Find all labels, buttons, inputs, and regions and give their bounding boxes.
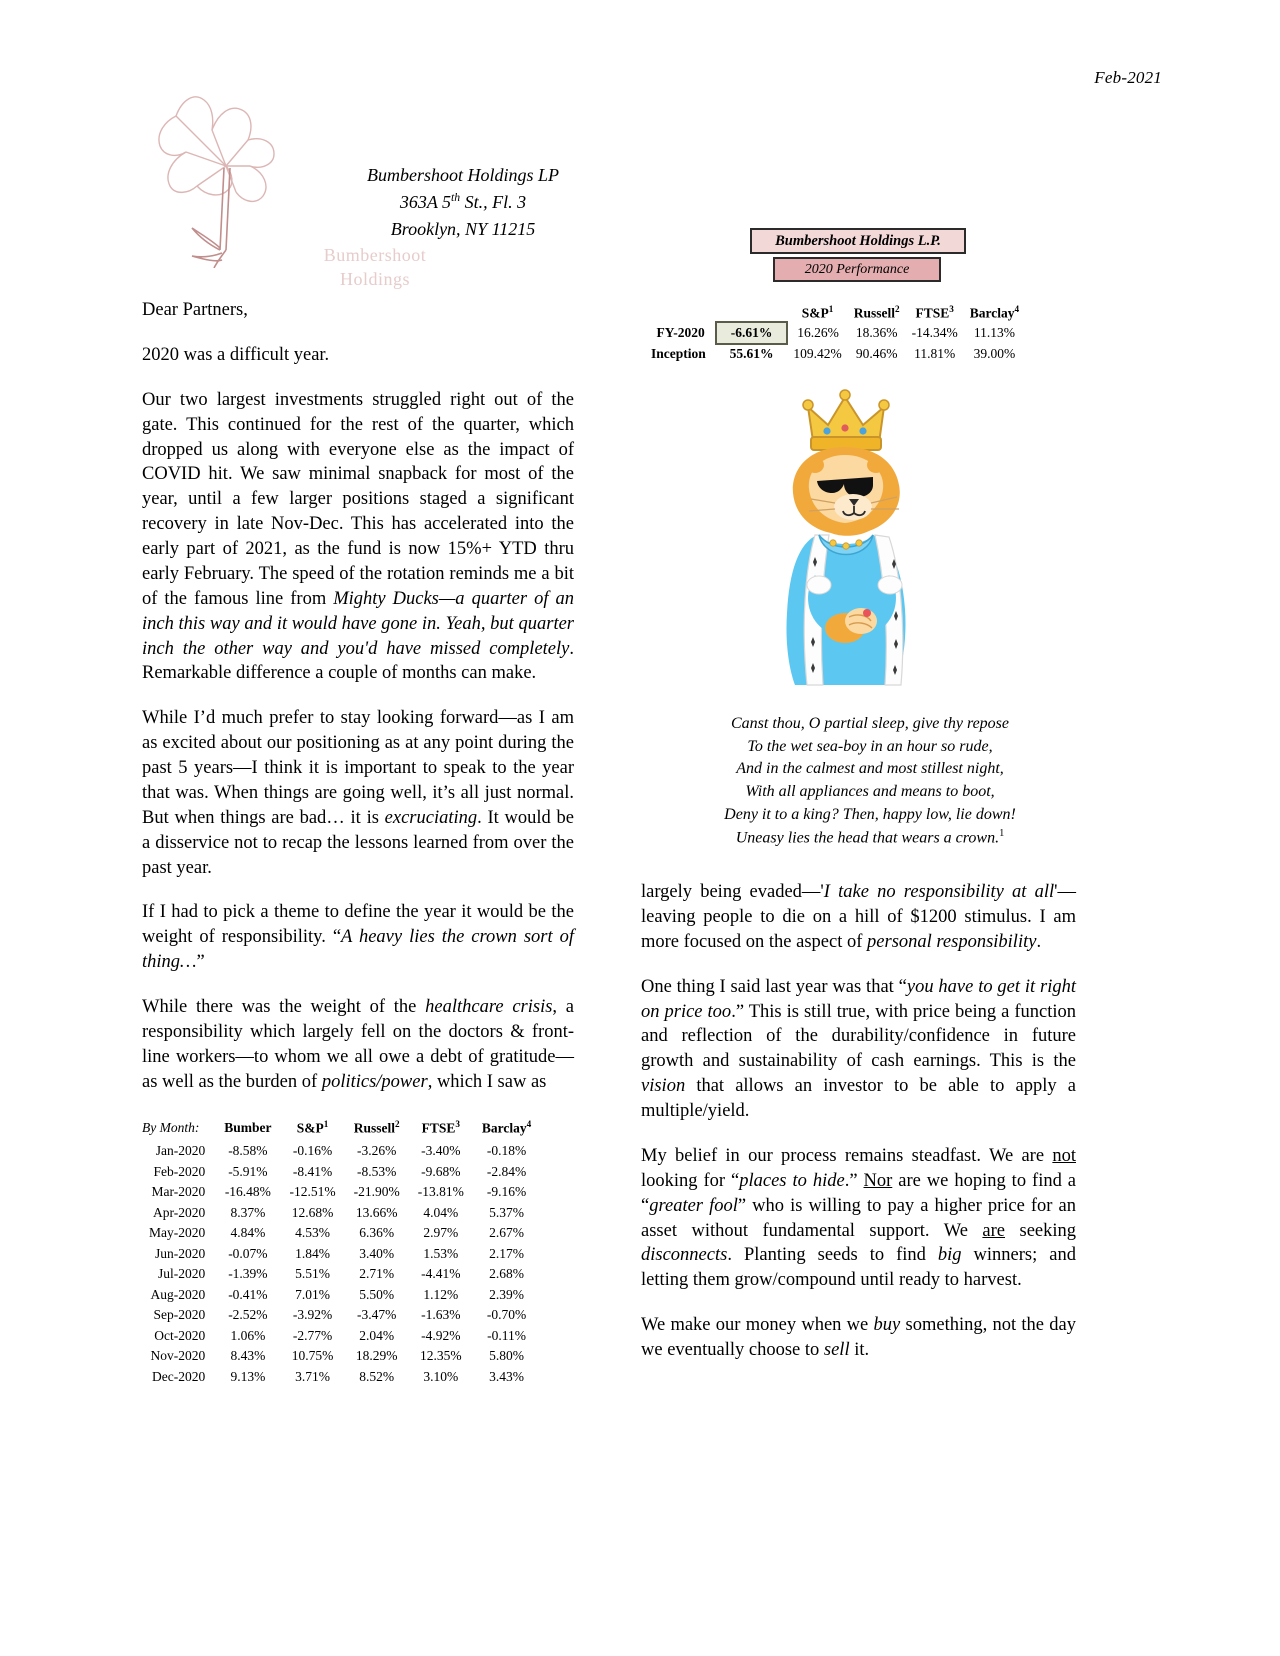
- cell-sp: -8.41%: [292, 1163, 333, 1179]
- monthly-col-sp: S&P$^1$: [296, 1119, 329, 1136]
- perf-value-russell: 90.46%: [855, 345, 898, 361]
- cell-barclay: -9.16%: [486, 1184, 527, 1200]
- paragraph-3: While I’d much prefer to stay looking forward—as I am as excited about our positioning as at any point during the past 5 years—I think it is important to speak to the year that was. When things are going well, it’s all just normal. But when things are bad… it is excruciating. It would be a disservice not to recap the lessons learned from over the past year.: [142, 708, 574, 878]
- cell-sp: 4.53%: [295, 1225, 330, 1241]
- perf-fund-return-highlight: -6.61%: [716, 322, 788, 344]
- cell-russell: 2.04%: [359, 1327, 395, 1343]
- monthly-col-ftse: FTSE$^3$: [421, 1119, 460, 1136]
- cell-ftse: 2.97%: [423, 1225, 459, 1241]
- month-label: Feb-2020: [153, 1163, 206, 1179]
- table-row: [140, 1305, 540, 1326]
- cell-bumber: -0.07%: [228, 1245, 268, 1261]
- cell-sp: -0.16%: [292, 1143, 333, 1159]
- performance-banner-title: Bumbershoot Holdings L.P.: [750, 228, 966, 254]
- monthly-header-row: [140, 1118, 540, 1141]
- monthly-col-russell: Russell$^2$: [353, 1119, 400, 1136]
- month-label: Jul-2020: [158, 1266, 206, 1282]
- performance-banner-subtitle: 2020 Performance: [773, 257, 941, 282]
- cell-russell: 18.29%: [355, 1348, 398, 1364]
- address-company: Bumbershoot Holdings LP: [366, 165, 559, 185]
- paragraph-9: We make our money when we buy something, not the day we eventually choose to sell it.: [641, 1315, 1076, 1360]
- perf-col-barclay: Barclay$^4$: [969, 304, 1020, 321]
- paragraph-6: largely being evaded—'I take no responsibility at all'—leaving people to die on a hill of $1200 stimulus. I am more focused on the aspect of personal responsibility.: [641, 882, 1076, 952]
- cell-sp: -3.92%: [292, 1307, 333, 1323]
- perf-col-sp: S&P$^1$: [801, 304, 834, 321]
- cell-russell: -8.53%: [357, 1163, 397, 1179]
- logo-line-1: Bumbershoot: [323, 245, 427, 265]
- table-row: [140, 1346, 540, 1367]
- company-address: [333, 162, 593, 243]
- cell-bumber: -2.52%: [228, 1307, 268, 1323]
- cell-ftse: -1.63%: [421, 1307, 461, 1323]
- cell-russell: 5.50%: [359, 1286, 395, 1302]
- cell-bumber: -16.48%: [224, 1184, 271, 1200]
- poem-line: And in the calmest and most stillest night,: [736, 760, 1004, 778]
- cell-bumber: 8.37%: [230, 1204, 266, 1220]
- paragraph-7: One thing I said last year was that “you have to get it right on price too.” This is still true, with price being a function and reflection of the durability/confidence in future growth and sustainability of cash earnings. This is the vision that allows an investor to be able to apply a multiple/yield.: [641, 976, 1076, 1121]
- cell-russell: 6.36%: [359, 1225, 395, 1241]
- paragraph-2: Our two largest investments struggled right out of the gate. This continued for the rest of the quarter, which dropped us along with everyone else as the impact of COVID hit. We saw minimal snapback for most of the year, until a few larger positions staged a significant recovery in late Nov-Dec. This has accelerated into the early part of 2021, as the fund is now 15%+ YTD thru early February. The speed of the rotation reminds me a bit of the famous line from Mighty Ducks—a quarter of an inch this way and it would have gone in. Yeah, but quarter inch the other way and you'd have missed completely. Remarkable difference a couple of months can make.: [142, 389, 574, 684]
- paragraph-5: While there was the weight of the healthcare crisis, a responsibility which largely fell on the doctors & front-line workers—to whom we all owe a debt of gratitude—as well as the burden of politics/power, which I saw as: [142, 997, 574, 1092]
- cell-bumber: 1.06%: [230, 1327, 266, 1343]
- monthly-col-bumber: Bumber: [224, 1120, 272, 1136]
- perf-value-ftse: 11.81%: [914, 345, 956, 361]
- table-row: [140, 1244, 540, 1265]
- cell-russell: -3.47%: [357, 1307, 397, 1323]
- month-label: Sep-2020: [153, 1307, 206, 1323]
- cell-barclay: 2.17%: [489, 1245, 524, 1261]
- cell-russell: 2.71%: [359, 1266, 395, 1282]
- table-row: [140, 1367, 540, 1388]
- cell-sp: 10.75%: [291, 1348, 334, 1364]
- address-street: 363A 5th St., Fl. 3: [399, 191, 527, 212]
- cell-russell: 8.52%: [359, 1368, 395, 1384]
- cell-sp: 1.84%: [295, 1245, 330, 1261]
- poem-line: Deny it to a king? Then, happy low, lie down!: [724, 805, 1016, 823]
- monthly-col-label: By Month:: [142, 1120, 200, 1136]
- shakespeare-quote: [660, 713, 1080, 850]
- cell-russell: -3.26%: [357, 1143, 397, 1159]
- cell-russell: 13.66%: [355, 1204, 398, 1220]
- table-row: [140, 1141, 540, 1162]
- document-date: Feb-2021: [1094, 68, 1162, 87]
- cell-sp: 5.51%: [295, 1266, 330, 1282]
- performance-summary-table: [645, 303, 1025, 363]
- perf-value-barclay: 11.13%: [973, 325, 1015, 341]
- cell-sp: 7.01%: [295, 1286, 330, 1302]
- month-label: Apr-2020: [153, 1204, 206, 1220]
- table-row: [140, 1285, 540, 1306]
- performance-header-row: [645, 303, 1025, 322]
- logo-line-2: Holdings: [339, 269, 410, 290]
- month-label: Mar-2020: [151, 1184, 206, 1200]
- month-label: Oct-2020: [154, 1327, 206, 1343]
- perf-fund-return: 55.61%: [729, 346, 774, 362]
- cell-ftse: -4.41%: [421, 1266, 461, 1282]
- perf-col-ftse: FTSE$^3$: [915, 304, 954, 321]
- cell-ftse: 12.35%: [420, 1348, 462, 1364]
- cell-bumber: -8.58%: [228, 1143, 268, 1159]
- perf-col-fund: [716, 303, 788, 322]
- letter-body-left-column: [142, 298, 574, 1115]
- paragraph-8: My belief in our process remains steadfast. We are not looking for “places to hide.” Nor are we hoping to find a “greater fool” who is willing to pay a higher price for an asset without fundamental support. We are seeking disconnects. Planting seeds to find big winners; and letting them grow/compound until ready to harvest.: [641, 1145, 1077, 1291]
- cell-bumber: -0.41%: [228, 1286, 268, 1302]
- monthly-table-body: [140, 1141, 540, 1387]
- cell-ftse: 1.12%: [423, 1286, 459, 1302]
- table-row: [140, 1223, 540, 1244]
- table-row: [645, 344, 1025, 363]
- table-row: [140, 1203, 540, 1224]
- paragraph-4: If I had to pick a theme to define the year it would be the weight of responsibility. “A heavy lies the crown sort of thing…”: [142, 902, 574, 973]
- perf-row-label: Inception: [651, 345, 706, 361]
- cell-ftse: 1.53%: [423, 1245, 459, 1261]
- cell-ftse: -9.68%: [421, 1163, 461, 1179]
- poem-line: To the wet sea-boy in an hour so rude,: [747, 737, 993, 755]
- perf-value-sp: 109.42%: [793, 345, 842, 361]
- umbrella-logo-icon: [120, 78, 320, 268]
- perf-value-russell: 18.36%: [855, 325, 898, 341]
- paragraph-1: 2020 was a difficult year.: [142, 344, 330, 365]
- cell-bumber: 4.84%: [230, 1225, 266, 1241]
- cell-barclay: -0.18%: [486, 1143, 527, 1159]
- table-row: [140, 1264, 540, 1285]
- cell-bumber: 8.43%: [230, 1348, 266, 1364]
- cell-barclay: -0.11%: [487, 1327, 526, 1343]
- cell-bumber: -5.91%: [228, 1163, 268, 1179]
- poem-line-last: Uneasy lies the head that wears a crown.$^1$: [735, 827, 1005, 846]
- cell-sp: 12.68%: [291, 1204, 334, 1220]
- month-label: Dec-2020: [152, 1368, 206, 1384]
- cell-ftse: -4.92%: [421, 1327, 461, 1343]
- cell-barclay: 5.80%: [489, 1348, 524, 1364]
- crowned-lion-icon: [745, 385, 975, 705]
- cell-ftse: -13.81%: [417, 1184, 464, 1200]
- table-row: [140, 1162, 540, 1183]
- cell-barclay: 2.67%: [489, 1225, 524, 1241]
- table-row: [140, 1326, 540, 1347]
- cell-bumber: -1.39%: [228, 1266, 268, 1282]
- salutation: Dear Partners,: [142, 300, 248, 320]
- monthly-col-barclay: Barclay$^4$: [481, 1119, 532, 1136]
- perf-value-barclay: 39.00%: [973, 345, 1016, 361]
- company-logo: [120, 78, 427, 290]
- month-label: May-2020: [149, 1225, 206, 1241]
- month-label: Nov-2020: [150, 1348, 206, 1364]
- cell-barclay: 2.68%: [489, 1266, 524, 1282]
- letter-body-right-column: [641, 880, 1076, 1383]
- logo-wordmark: [315, 243, 435, 292]
- month-label: Aug-2020: [150, 1286, 206, 1302]
- cell-sp: 3.71%: [295, 1368, 330, 1384]
- cell-barclay: -0.70%: [486, 1307, 527, 1323]
- cell-barclay: -2.84%: [486, 1163, 527, 1179]
- cell-barclay: 2.39%: [489, 1286, 524, 1302]
- table-row: [140, 1182, 540, 1203]
- cell-sp: -2.77%: [292, 1327, 333, 1343]
- cell-bumber: 9.13%: [230, 1368, 266, 1384]
- cell-ftse: -3.40%: [421, 1143, 461, 1159]
- perf-value-ftse: -14.34%: [911, 325, 958, 341]
- cell-barclay: 3.43%: [489, 1368, 524, 1384]
- table-row: [645, 322, 1025, 344]
- perf-row-label: FY-2020: [656, 325, 705, 341]
- cell-barclay: 5.37%: [489, 1204, 524, 1220]
- poem-line: With all appliances and means to boot,: [745, 783, 995, 801]
- cell-ftse: 4.04%: [423, 1204, 459, 1220]
- perf-col-rowlabel: [645, 303, 716, 322]
- cell-russell: 3.40%: [359, 1245, 395, 1261]
- perf-value-sp: 16.26%: [797, 325, 839, 341]
- address-city: Brooklyn, NY 11215: [390, 219, 536, 239]
- perf-col-russell: Russell$^2$: [853, 304, 900, 321]
- cell-russell: -21.90%: [353, 1184, 400, 1200]
- month-label: Jan-2020: [155, 1143, 206, 1159]
- lion-king-illustration: [745, 385, 975, 705]
- cell-sp: -12.51%: [289, 1184, 336, 1200]
- monthly-returns-table: [140, 1118, 540, 1387]
- cell-ftse: 3.10%: [423, 1368, 459, 1384]
- poem-line: Canst thou, O partial sleep, give thy repose: [730, 715, 1010, 732]
- month-label: Jun-2020: [155, 1245, 206, 1261]
